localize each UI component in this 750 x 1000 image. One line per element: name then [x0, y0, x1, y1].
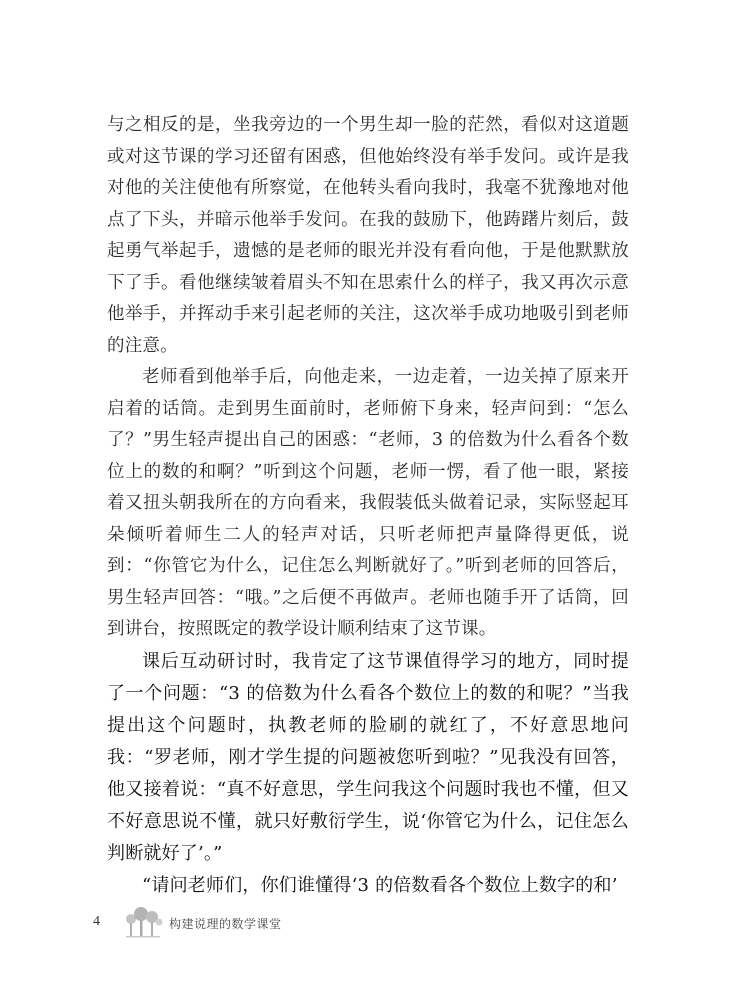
paragraph-2: 老师看到他举手后，向他走来，一边走着，一边关掉了原来开启着的话筒。走到男生面前时，老师俯下身来，轻声问到：“怎么了？”男生轻声提出自己的困惑：“老师，3 的倍数为什么看各个数位上的数的和啊？”听到这个问题，老师一愣，看了他一眼，紧接着又扭头朝我所在的方向看来，我假装低头做着记录，实际竖起耳朵倾听着师生二人的轻声对话，只听老师把声量降得更低，说到：“你管它为什么，记住怎么判断就好了。”听到老师的回答后，男生轻声回答：“哦。”之后便不再做声。老师也随手开了话筒，回到讲台，按照既定的教学设计顺利结束了这节课。 [107, 367, 629, 639]
paragraph-1: 与之相反的是，坐我旁边的一个男生却一脸的茫然，看似对这道题或对这节课的学习还留有困惑，但他始终没有举手发问。或许是我对他的关注使他有所察觉，在他转头看向我时，我毫不犹豫地对他点了下头，并暗示他举手发问。在我的鼓励下，他踌躇片刻后，鼓起勇气举起手，遗憾的是老师的眼光并没有看向他，于是他默默放下了手。看他继续皱着眉头不知在思索什么的样子，我又再次示意他举手，并挥动手来引起老师的关注，这次举手成功地吸引到老师的注意。 [107, 115, 629, 356]
paragraph-4: “请问老师们，你们谁懂得‘3 的倍数看各个数位上数字的和’ [142, 874, 618, 896]
paragraph-3: 课后互动研讨时，我肯定了这节课值得学习的地方，同时提了一个问题：“3 的倍数为什么看各个数位上的数的和呢？”当我提出这个问题时，执教老师的脸刷的就红了，不好意思地问我：“罗老师，刚才学生提的问题被您听到啦？”见我没有回答，他又接着说：“真不好意思，学生问我这个问题时我也不懂，但又不好意思说不懂，就只好敷衍学生，说‘你管它为什么，记住怎么判断就好了’。” [107, 650, 629, 864]
page-body [107, 110, 629, 902]
trees-logo-icon [123, 905, 163, 941]
page-number: 4 [93, 914, 100, 929]
book-title: 构建说理的数学课堂 [169, 917, 282, 931]
page-footer [93, 905, 393, 945]
